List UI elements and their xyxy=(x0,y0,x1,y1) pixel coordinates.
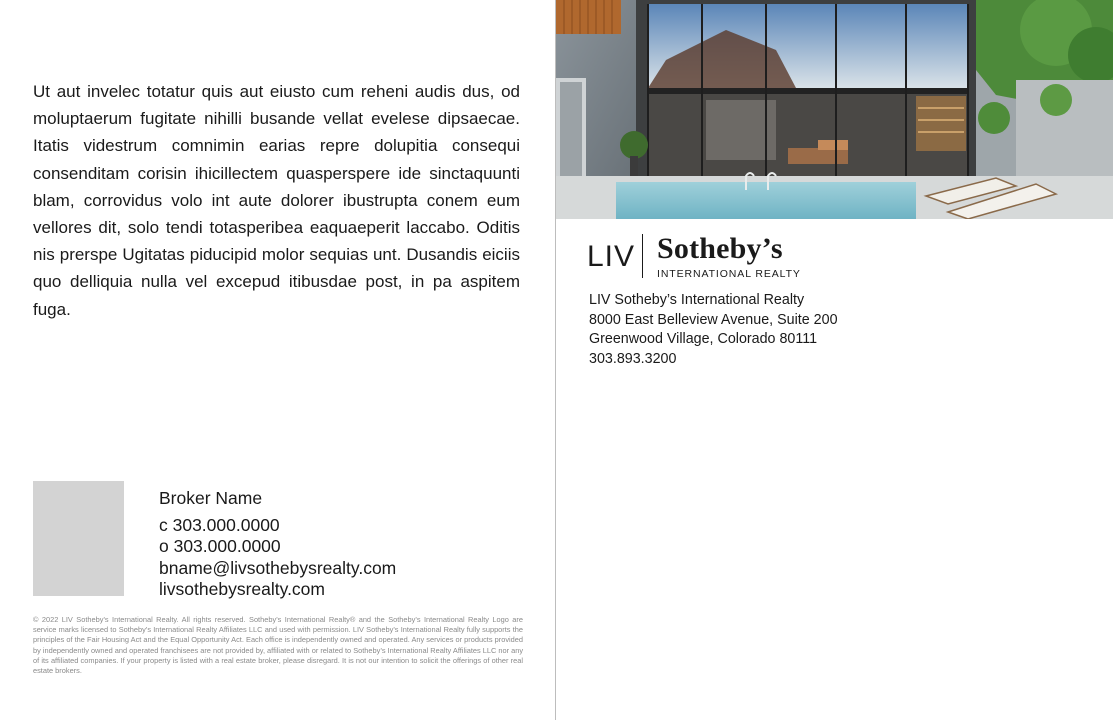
broker-email[interactable]: bname@livsothebysrealty.com xyxy=(159,557,397,578)
logo-liv: LIV xyxy=(587,240,636,273)
left-panel xyxy=(0,0,555,720)
broker-website[interactable]: livsothebysrealty.com xyxy=(159,578,325,599)
right-panel xyxy=(556,0,1113,720)
broker-office-phone: o 303.000.0000 xyxy=(159,536,281,557)
body-paragraph: Ut aut invelec totatur quis aut eiusto cum reheni audis dus, od moluptaerum fugitate nihilli busande vellat evelese dipsaecae. Itatis videstrum comnimin earias repre dolupitia consequi consenditam corisin ihicillectem quasperspere ide sinctaquunti blam, corrovidus volo int aute dolorer ibustrupta conem eum vellores dit, solo tendi totasperibea eaquaeperit laccabo. Oditis nis prerspe Ugitatas piducipid molor sequias unt. Dusandis eiciis quo delliquia nulla vel excepud itibusdae post, in pa aspitem fuga. xyxy=(33,82,520,319)
office-street: 8000 East Belleview Avenue, Suite 200 xyxy=(589,311,838,328)
office-phone: 303.893.3200 xyxy=(589,350,677,367)
office-name: LIV Sotheby’s International Realty xyxy=(589,292,805,308)
office-address xyxy=(589,291,838,369)
hero-photo xyxy=(556,0,1113,219)
logo-sothebys: Sotheby’s xyxy=(657,232,783,265)
logo-tagline: INTERNATIONAL REALTY xyxy=(657,268,801,280)
office-city: Greenwood Village, Colorado 80111 xyxy=(589,331,818,347)
broker-photo-placeholder xyxy=(33,481,124,596)
broker-cell-phone: c 303.000.0000 xyxy=(159,515,280,536)
broker-contact xyxy=(159,488,396,600)
broker-name: Broker Name xyxy=(159,488,263,508)
logo-divider xyxy=(642,234,643,278)
legal-disclaimer: © 2022 LIV Sotheby’s International Realty. All rights reserved. Sotheby’s International Realty® and the Sotheby’s International Realty Logo are service marks licensed to Sotheby’s International Realty Affiliates LLC and used with permission. LIV Sotheby’s International Realty fully supports the principles of the Fair Housing Act and the Equal Opportunity Act. Each office is independently owned and operated. Any services or products provided by independently owned and operated franchisees are not provided by, affiliated with or related to Sotheby’s International Realty Affiliates LLC nor any of its affiliated companies. If your property is listed with a real estate broker, please disregard. It is not our intention to solicit the offerings of other real estate brokers. xyxy=(33,615,524,676)
